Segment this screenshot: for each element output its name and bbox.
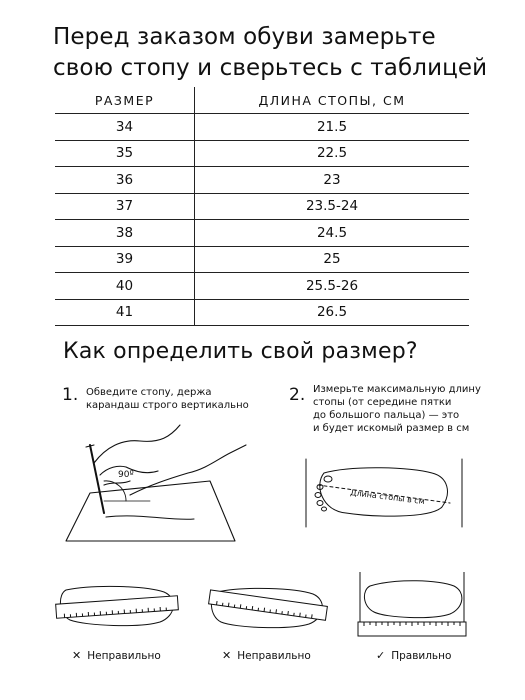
table-row (55, 140, 469, 167)
length-cell: 23 (195, 167, 470, 194)
table-row (55, 273, 469, 300)
length-cell: 23.5-24 (195, 193, 470, 220)
verdict-wrong-2 (222, 649, 311, 662)
cross-icon: ✕ (222, 649, 232, 662)
size-cell: 34 (55, 114, 195, 141)
verdict-label: Правильно (391, 650, 452, 662)
step-2-text-line-2: стопы (от середине пятки (313, 397, 452, 408)
measure-label: Длина стопы в см (349, 488, 426, 507)
table-row (55, 167, 469, 194)
step-2-text (313, 383, 481, 435)
measure-foot-illustration (302, 455, 470, 529)
hand-outline (94, 425, 180, 463)
table-row (55, 193, 469, 220)
table-header-row (55, 87, 469, 114)
step-2-text-line-3: до большого пальца) — это (313, 410, 460, 421)
verdict-correct (376, 649, 451, 662)
title-line-2: свою стопу и сверьтесь с таблицей (53, 55, 488, 81)
title-line-1: Перед заказом обуви замерьте (53, 24, 436, 50)
size-cell: 36 (55, 167, 195, 194)
step-1-text-line-1: Обведите стопу, держа (86, 387, 212, 398)
size-cell: 40 (55, 273, 195, 300)
header-size: РАЗМЕР (55, 87, 195, 114)
verdict-label: Неправильно (237, 650, 311, 662)
paper-sheet (66, 481, 235, 541)
table-row (55, 246, 469, 273)
example-wrong-1 (56, 578, 180, 630)
trace-foot-illustration (60, 415, 250, 545)
verdict-wrong-1 (72, 649, 161, 662)
size-cell: 37 (55, 193, 195, 220)
step-1-number: 1. (62, 385, 79, 405)
angle-label: 90º (118, 470, 134, 480)
step-2-text-line-1: Измерьте максимальную длину (313, 384, 481, 395)
check-icon: ✓ (376, 649, 386, 662)
length-cell: 25 (195, 246, 470, 273)
step-2-number: 2. (289, 385, 306, 405)
size-cell: 39 (55, 246, 195, 273)
verdict-label: Неправильно (87, 650, 161, 662)
table-row (55, 114, 469, 141)
size-cell: 41 (55, 299, 195, 326)
length-cell: 22.5 (195, 140, 470, 167)
size-table (55, 87, 469, 326)
size-cell: 35 (55, 140, 195, 167)
foot-print-outline (364, 581, 461, 618)
ruler-icon (209, 590, 328, 620)
page-title (53, 22, 487, 84)
foot-outline (130, 445, 246, 495)
length-cell: 26.5 (195, 299, 470, 326)
example-wrong-2 (205, 578, 329, 634)
step-2-text-line-4: и будет искомый размер в см (313, 423, 470, 434)
pencil-icon (90, 445, 104, 513)
step-1-text (86, 386, 249, 412)
length-cell: 24.5 (195, 220, 470, 247)
length-cell: 25.5-26 (195, 273, 470, 300)
table-row (55, 220, 469, 247)
ruler-icon (56, 596, 179, 618)
length-cell: 21.5 (195, 114, 470, 141)
howto-heading: Как определить свой размер? (63, 339, 418, 364)
example-correct (356, 570, 468, 640)
header-foot-length: ДЛИНА СТОПЫ, СМ (195, 87, 470, 114)
table-row (55, 299, 469, 326)
step-1-text-line-2: карандаш строго вертикально (86, 400, 249, 411)
size-cell: 38 (55, 220, 195, 247)
cross-icon: ✕ (72, 649, 82, 662)
